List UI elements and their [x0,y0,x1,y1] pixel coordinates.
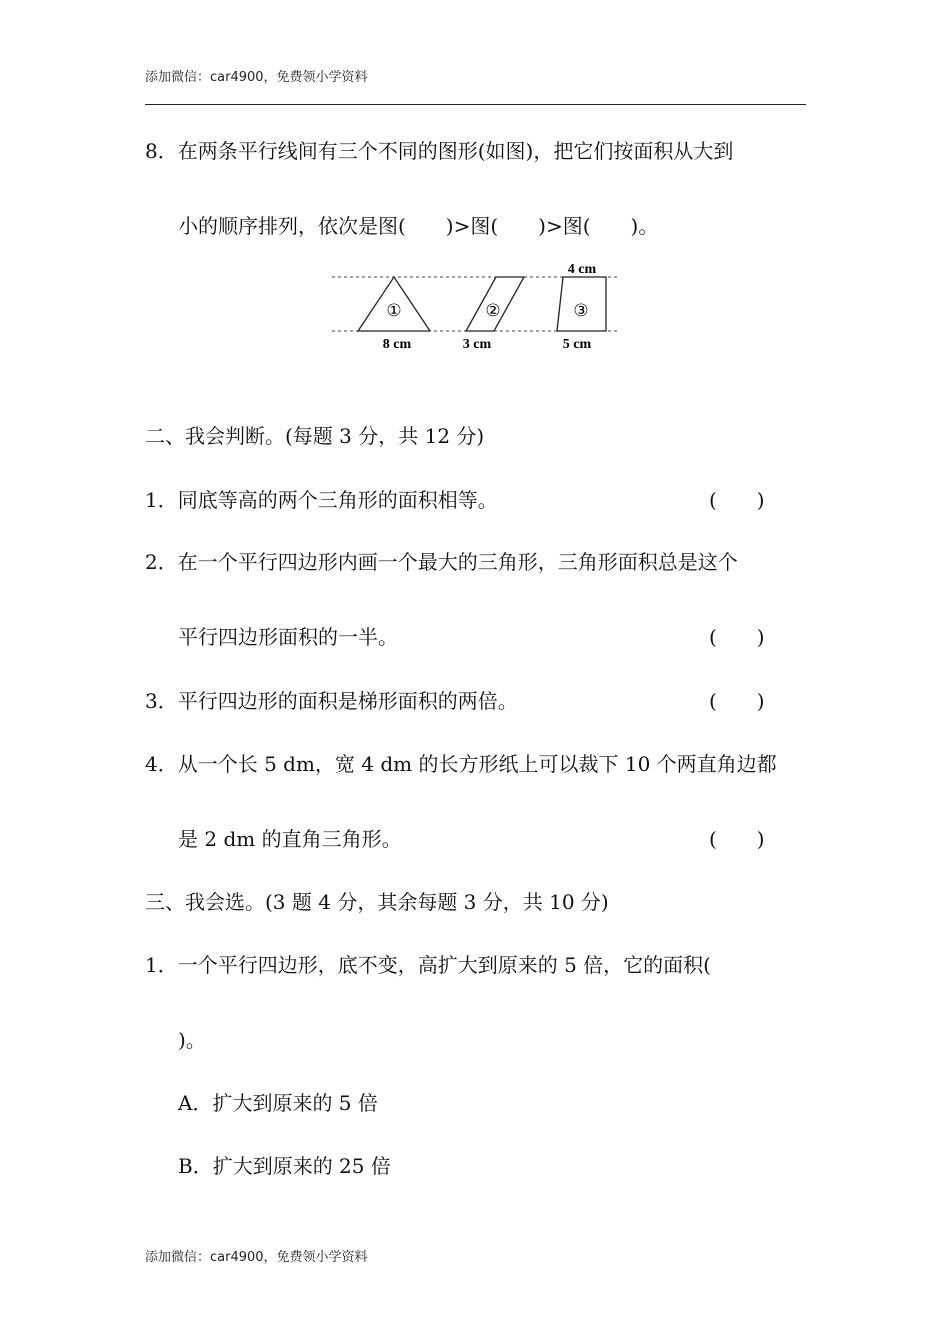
shape2-label: ② [485,301,501,320]
page-header: 添加微信：car4900，免费领小学资料 [145,70,368,85]
s3-q1-option-b: B．扩大到原来的 25 倍 [178,1154,391,1178]
header-divider [145,104,806,105]
s3-q1-line2: )。 [178,1028,206,1052]
s2-q4-line1: 4．从一个长 5 dm，宽 4 dm 的长方形纸上可以裁下 10 个两直角边都 [145,752,777,776]
s2-q4-line2: 是 2 dm 的直角三角形。 [178,827,402,851]
base1-label: 8 cm [382,337,412,352]
section3-title: 三、我会选。(3 题 4 分，其余每题 3 分，共 10 分) [145,890,609,914]
s2-q3: 3．平行四边形的面积是梯形面积的两倍。 [145,689,518,713]
s2-q1: 1．同底等高的两个三角形的面积相等。 [145,488,498,512]
s2-q3-answer-blank: ( ) [709,689,765,713]
s2-q1-answer-blank: ( ) [709,488,765,512]
top-base-label: 4 cm [567,262,597,277]
page-footer: 添加微信：car4900，免费领小学资料 [145,1250,368,1265]
s3-q1-option-a: A．扩大到原来的 5 倍 [178,1091,378,1115]
s2-q4-answer-blank: ( ) [709,827,765,851]
s2-q2-line1: 2．在一个平行四边形内画一个最大的三角形，三角形面积总是这个 [145,550,738,574]
shape3-label: ③ [573,301,589,320]
section2-title: 二、我会判断。(每题 3 分，共 12 分) [145,424,485,448]
parallel-lines-figure [330,258,625,358]
q8-line1: 8．在两条平行线间有三个不同的图形(如图)，把它们按面积从大到 [145,139,734,163]
s2-q2-answer-blank: ( ) [709,625,765,649]
shape1-label: ① [386,301,402,320]
s2-q2-line2: 平行四边形面积的一半。 [178,625,398,649]
base2-label: 3 cm [462,337,492,352]
s3-q1-line1: 1．一个平行四边形，底不变，高扩大到原来的 5 倍，它的面积( [145,953,711,977]
base3-label: 5 cm [562,337,592,352]
q8-line2: 小的顺序排列，依次是图( )>图( )>图( )。 [178,214,659,238]
